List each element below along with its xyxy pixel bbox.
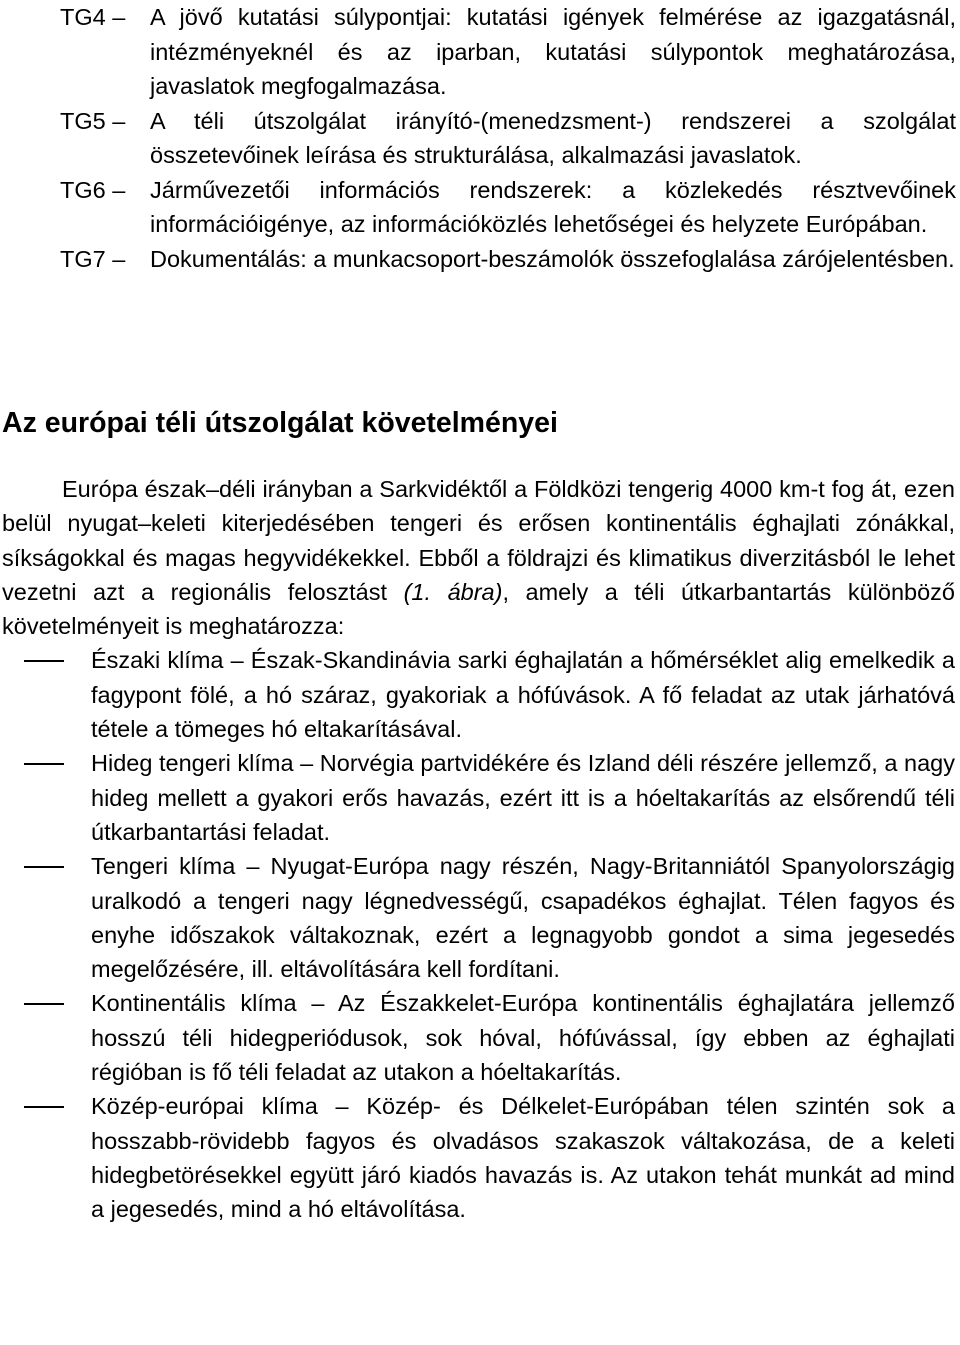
dash-bullet-icon [24, 866, 64, 868]
task-group-list [60, 0, 956, 276]
task-group-item [60, 0, 956, 104]
task-group-item [60, 104, 956, 173]
task-group-item [60, 173, 956, 242]
figure-reference: (1. ábra) [403, 578, 503, 605]
dash-bullet-icon [24, 763, 64, 765]
section-body [2, 472, 955, 1227]
task-group-text: Dokumentálás: a munkacsoport-beszámolók összefoglalása zárójelentésben. [150, 245, 955, 272]
climate-text: Hideg tengeri klíma – Norvégia partvidékére és Izland déli részére jellemző, a nagy hideg mellett a gyakori erős havazás, ezért itt is a hóeltakarítás az elsőrendű téli útkarbantartási feladat. [91, 750, 955, 845]
task-group-code: TG7 – [60, 245, 126, 272]
climate-text: Északi klíma – Észak-Skandinávia sarki éghajlatán a hőmérséklet alig emelkedik a fagypont fölé, a hó száraz, gyakoriak a hófúvások. A fő feladat az utak járhatóvá tétele a tömeges hó eltakarításával. [91, 647, 955, 743]
dash-bullet-icon [24, 660, 64, 662]
dash-bullet-icon [24, 1003, 64, 1005]
section-heading: Az európai téli útszolgálat követelményei [2, 407, 558, 439]
intro-text-part1: Európa észak–déli irányban a Sarkvidéktől a Földközi tengerig 4000 km-t fog át, ezen belül nyugat–keleti kiterjedésében tengeri és erősen kontinentális éghajlati zónákkal, síkságokkal és magas hegyvidékekkel. Ebből a földrajzi és klimatikus diverzitásból le lehet vezetni azt a regionális felosztást [2, 476, 955, 605]
task-group-code: TG5 – [60, 107, 126, 134]
climate-list [2, 643, 955, 1226]
climate-item [2, 643, 955, 746]
climate-item [2, 1089, 955, 1226]
climate-item [2, 986, 955, 1089]
task-group-code: TG4 – [60, 4, 126, 30]
intro-text-part2: , amely a téli útkarbantartás különböző követelményeit is meghatározza: [2, 578, 955, 640]
intro-paragraph [2, 472, 955, 643]
task-group-text: A téli útszolgálat irányító-(menedzsment-) rendszerei a szolgálat összetevőinek leírása és strukturálása, alkalmazási javaslatok. [150, 107, 956, 168]
task-group-text: A jövő kutatási súlypontjai: kutatási igények felmérése az igazgatásnál, intézményeknél és az iparban, kutatási súlypontok meghatározása, javaslatok megfogalmazása. [150, 4, 956, 99]
climate-text: Kontinentális klíma – Az Északkelet-Európa kontinentális éghajlatára jellemző hosszú téli hidegperiódusok, sok hóval, hófúvással, így ebben az éghajlati régióban is fő téli feladat az utakon a hóeltakarítás. [91, 990, 955, 1086]
climate-item [2, 849, 955, 986]
task-group-text: Járművezetői információs rendszerek: a közlekedés résztvevőinek információigénye, az információközlés lehetőségei és helyzete Európában. [150, 176, 956, 237]
climate-item [2, 746, 955, 849]
climate-text: Közép-európai klíma – Közép- és Délkelet-Európában télen szintén sok a hosszabb-rövidebb fagyos és olvadásos szakaszok váltakozása, de a keleti hidegbetörésekkel együtt járó kiadós havazás is. Az utakon tehát munkát ad mind a jegesedés, mind a hó eltávolítása. [91, 1093, 955, 1223]
climate-text: Tengeri klíma – Nyugat-Európa nagy részén, Nagy-Britanniától Spanyolországig uralkodó a tengeri nagy légnedvességű, csapadékos éghajlat. Télen fagyos és enyhe időszakok váltakoznak, ezért a legnagyobb gondot a sima jegesedés megelőzésére, ill. eltávolítására kell fordítani. [91, 853, 955, 983]
dash-bullet-icon [24, 1106, 64, 1108]
task-group-code: TG6 – [60, 176, 126, 203]
task-group-item [60, 242, 956, 277]
